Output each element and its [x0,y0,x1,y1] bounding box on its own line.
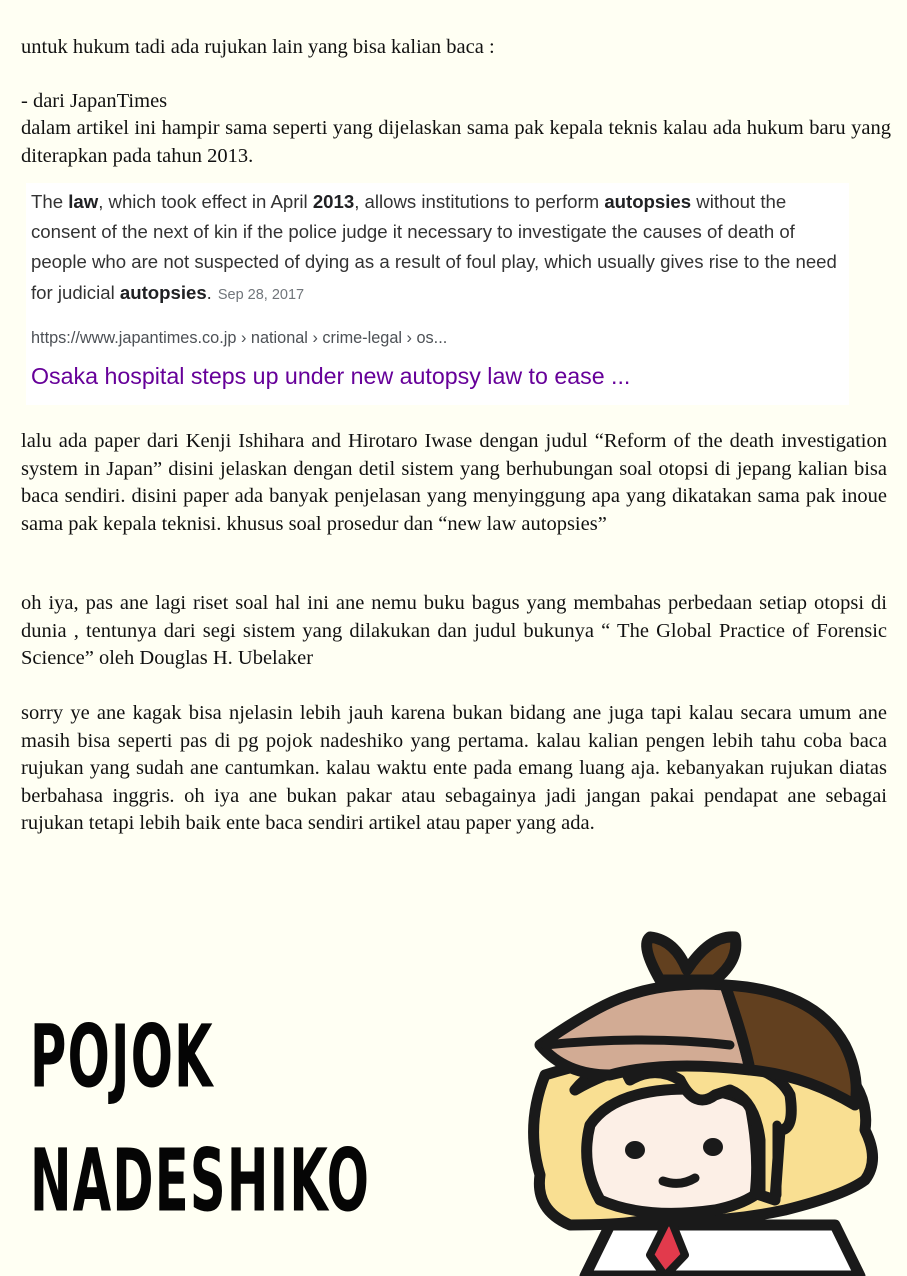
source-description: dalam artikel ini hampir sama seperti yang dijelaskan sama pak kepala teknis kalau ada hukum baru yang diterapkan pada tahun 2013. [21,117,891,167]
intro-text: untuk hukum tadi ada rujukan lain yang bisa kalian baca : [21,36,495,58]
snippet-highlight: autopsies [604,191,692,212]
paragraph-paper: lalu ada paper dari Kenji Ishihara and Hirotaro Iwase dengan judul “Reform of the death investigation system in Japan” disini jelaskan dengan detil sistem yang berhubungan soal otopsi di jepang kalian bisa baca sendiri. disini paper ada banyak penjelasan yang menyinggung apa yang dikatakan sama pak inoue sama pak kepala teknisi. khusus soal prosedur dan “new law autopsies” [21,430,887,535]
search-result-snippet [31,187,846,310]
paragraph-book: oh iya, pas ane lagi riset soal hal ini ane nemu buku bagus yang membahas perbedaan setiap otopsi di dunia , tentunya dari segi sistem yang dilakukan dan judul bukunya “ The Global Practice of Forensic Science” oleh Douglas H. Ubelaker [21,592,887,670]
snippet-date: Sep 28, 2017 [217,286,305,303]
snippet-highlight: 2013 [312,191,355,212]
snippet-text [31,191,837,303]
brand-title-line1: POJOK [30,1006,214,1107]
snippet-segment: The [31,191,69,212]
paragraph-disclaimer: sorry ye ane kagak bisa njelasin lebih jauh karena bukan bidang ane juga tapi kalau secara umum ane masih bisa seperti pas di pg pojok nadeshiko yang pertama. kalau kalian pengen lebih tahu coba baca rujukan yang sudah ane cantumkan. kalau waktu ente pada emang luang aja. kebanyakan rujukan diatas berbahasa inggris. oh iya ane bukan pakar atau sebagainya jadi jangan pakai pendapat ane sebagai rujukan tetapi lebih baik ente baca sendiri artikel atau paper yang ada. [21,702,887,835]
search-result-title-link[interactable]: Osaka hospital steps up under new autopsy law to ease ... [31,363,631,389]
search-result-url[interactable]: https://www.japantimes.co.jp › national › crime-legal › os... [31,329,448,347]
snippet-segment: , allows institutions to perform [354,191,605,212]
snippet-segment: without the consent of the next of kin if the police judge it necessary to investigate the causes of death of people who are not suspected of dying as a result of foul play, which usually gives rise to the need for judicial [31,191,837,303]
snippet-highlight: law [68,191,99,212]
snippet-segment: , which took effect in April [98,191,313,212]
brand-title-line2: NADESHIKO [30,1130,371,1231]
search-result-card [26,183,849,405]
source-label: - dari JapanTimes [21,90,168,112]
snippet-highlight: autopsies [119,281,207,303]
detective-mascot-icon [515,925,907,1276]
snippet-segment: . [206,281,212,303]
